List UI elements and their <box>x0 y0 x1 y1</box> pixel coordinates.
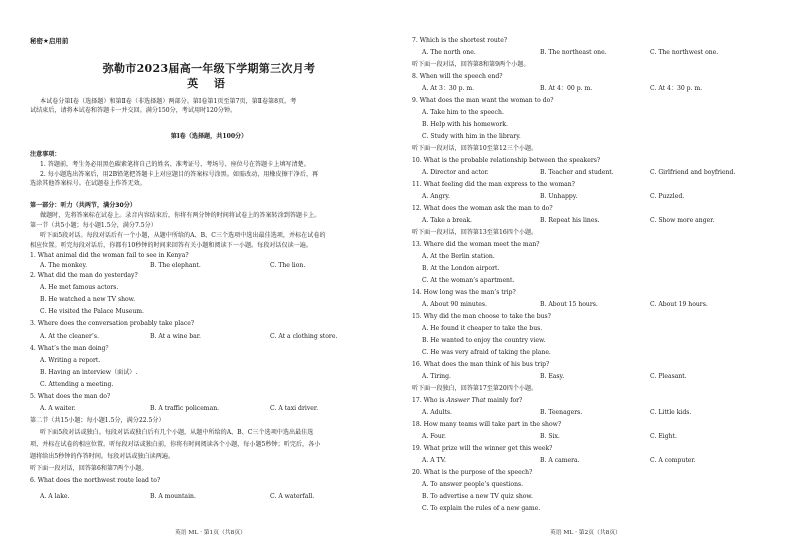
q2-option-c: C. He visited the Palace Museum. <box>40 308 144 315</box>
section1-desc: 做题时，先将答案标在试卷上。录音内容结束后，你将有两分钟的时间将试卷上的答案转涂到答题卡上。 <box>40 212 321 219</box>
q4-option-a: A. Writing a report. <box>40 357 101 364</box>
q17-suffix: mainly for? <box>485 397 523 404</box>
q19-option-a: A. A TV. <box>422 457 446 464</box>
sec2-desc-3: 题将给出5秒钟的作答时间。每段对话或独白读两遍。 <box>30 453 175 460</box>
sec1-title: 第一节（共5小题；每小题1.5分，满分7.5分） <box>30 222 157 229</box>
q19-option-c: C. A computer. <box>650 457 696 464</box>
q7-option-c: C. The northwest one. <box>650 49 719 56</box>
question-8: 8. When will the speech end? <box>412 73 503 80</box>
q12-option-a: A. Take a break. <box>422 217 472 224</box>
question-11: 11. What feeling did the man express to the woman? <box>412 181 575 188</box>
question-6: 6. What does the northwest route lead to? <box>30 477 161 484</box>
question-12: 12. What does the woman ask the man to do? <box>412 205 553 212</box>
q4-option-b: B. Having an interview（面试）. <box>40 369 138 376</box>
exam-subject: 英 语 <box>187 77 231 90</box>
q12-option-c: C. Show more anger. <box>650 217 715 224</box>
question-7: 7. Which is the shortest route? <box>412 37 508 44</box>
q13-option-c: C. At the woman’s apartment. <box>422 277 515 284</box>
q14-option-c: C. About 19 hours. <box>650 301 708 308</box>
q5-option-a: A. A waiter. <box>40 405 76 412</box>
q20-option-a: A. To answer people’s questions. <box>422 481 524 488</box>
question-15: 15. Why did the man choose to take the bus? <box>412 313 551 320</box>
q16-option-a: A. Tiring. <box>422 373 451 380</box>
q18-option-a: A. Four. <box>422 433 446 440</box>
intro-line-1: 本试卷分第Ⅰ卷（选择题）和第Ⅱ卷（非选择题）两部分。第Ⅰ卷第1页至第7页，第Ⅱ卷第8页。考 <box>40 98 297 105</box>
q15-option-a: A. He found it cheaper to take the bus. <box>422 325 543 332</box>
q11-option-a: A. Angry. <box>422 193 450 200</box>
right-column <box>412 0 772 544</box>
question-13: 13. Where did the woman meet the man? <box>412 241 540 248</box>
secret-label: 秘密★启用前 <box>30 37 69 45</box>
left-column <box>30 0 388 544</box>
q20-option-b: B. To advertise a new TV quiz show. <box>422 493 533 500</box>
notes-title: 注意事项： <box>30 151 61 158</box>
q17-option-c: C. Little kids. <box>650 409 692 416</box>
exam-title: 弥勒市2023届高一年级下学期第三次月考 <box>102 62 316 75</box>
section1-heading: 第一部分：听力（共两节，满分30分） <box>30 202 136 209</box>
question-16: 16. What does the man think of his bus trip? <box>412 361 550 368</box>
group-8-9: 听下面一段对话，回答第8和第9两个小题。 <box>412 61 530 68</box>
note-2-cont: 选涂其他答案标号。在试题卷上作答无效。 <box>30 180 146 187</box>
q3-option-a: A. At the cleaner’s. <box>40 333 99 340</box>
q10-option-b: B. Teacher and student. <box>540 169 614 176</box>
q15-option-c: C. He was very afraid of taking the plane. <box>422 349 551 356</box>
q17-option-a: A. Adults. <box>422 409 452 416</box>
q8-option-c: C. At 4：30 p. m. <box>650 85 703 92</box>
question-19: 19. What prize will the winner get this week? <box>412 445 553 452</box>
q6-option-b: B. A mountain. <box>150 493 196 500</box>
question-17 <box>412 397 522 405</box>
q12-option-b: B. Repeat his lines. <box>540 217 600 224</box>
group-6-7: 听下面一段对话，回答第6和第7两个小题。 <box>30 465 148 472</box>
q17-prefix: 17. Who is <box>412 397 447 404</box>
q17-option-b: B. Teenagers. <box>540 409 583 416</box>
q5-option-c: C. A taxi driver. <box>270 405 319 412</box>
q11-option-c: C. Puzzled. <box>650 193 685 200</box>
page-footer-right: 英语 ML · 第2页（共8页） <box>550 530 621 536</box>
q10-option-c: C. Girlfriend and boyfriend. <box>650 169 736 176</box>
question-2: 2. What did the man do yesterday? <box>30 272 138 279</box>
q19-option-b: B. A camera. <box>540 457 580 464</box>
group-13-16: 听下面一段对话，回答第13至第16四个小题。 <box>412 229 538 236</box>
question-14: 14. How long was the man’s trip? <box>412 289 516 296</box>
question-5: 5. What does the man do? <box>30 393 111 400</box>
q3-option-b: B. At a wine bar. <box>150 333 201 340</box>
q9-option-b: B. Help with his homework. <box>422 121 508 128</box>
q15-option-b: B. He wanted to enjoy the country view. <box>422 337 546 344</box>
q1-option-b: B. The elephant. <box>150 262 201 269</box>
intro-line-2: 试结束后，请将本试卷和答题卡一并交回。满分150分，考试用时120分钟。 <box>30 107 237 114</box>
sec2-desc-1: 听下面5段对话或独白。每段对话或独白后有几个小题，从题中所给的A、B、C三个选项中选出最佳选 <box>40 429 314 436</box>
sec2-title: 第二节（共15小题；每小题1.5分，满分22.5分） <box>30 417 165 424</box>
q2-option-a: A. He met famous actors. <box>40 284 119 291</box>
question-4: 4. What’s the man doing？ <box>30 345 112 352</box>
question-20: 20. What is the purpose of the speech? <box>412 469 533 476</box>
q6-option-c: C. A waterfall. <box>270 493 315 500</box>
q16-option-b: B. Easy. <box>540 373 565 380</box>
q7-option-b: B. The northeast one. <box>540 49 607 56</box>
q14-option-b: B. About 15 hours. <box>540 301 598 308</box>
q17-show-name: Answer That <box>446 397 486 404</box>
note-2: 2. 每小题选出答案后，用2B铅笔把答题卡上对应题目的答案标号涂黑。如需改动，用橡皮擦干净后，再 <box>40 171 319 178</box>
question-10: 10. What is the probable relationship between the speakers? <box>412 157 601 164</box>
q3-option-c: C. At a clothing store. <box>270 333 338 340</box>
question-1: 1. What animal did the woman fail to see in Kenya? <box>30 252 189 259</box>
q6-option-a: A. A lake. <box>40 493 70 500</box>
question-18: 18. How many teams will take part in the show? <box>412 421 562 428</box>
page-footer-left: 英语 ML · 第1页（共8页） <box>175 530 246 536</box>
q13-option-b: B. At the London airport. <box>422 265 500 272</box>
q18-option-b: B. Six. <box>540 433 560 440</box>
group-10-12: 听下面一段对话，回答第10至第12三个小题。 <box>412 145 538 152</box>
q4-option-c: C. Attending a meeting. <box>40 381 114 388</box>
q18-option-c: C. Eight. <box>650 433 677 440</box>
q8-option-b: B. At 4：00 p. m. <box>540 85 593 92</box>
group-17-20: 听下面一段独白，回答第17至第20四个小题。 <box>412 385 538 392</box>
q16-option-c: C. Pleasant. <box>650 373 687 380</box>
q1-option-c: C. The lion. <box>270 262 306 269</box>
q14-option-a: A. About 90 minutes. <box>422 301 487 308</box>
q8-option-a: A. At 3：30 p. m. <box>422 85 475 92</box>
sec1-desc-1: 听下面5段对话。每段对话后有一个小题，从题中所给的A、B、C三个选项中选出最佳选项，并标在试卷的 <box>40 232 326 239</box>
sec1-desc-2: 相应位置。听完每段对话后，你都有10秒钟的时间来回答有关小题和阅读下一小题。每段对话仅读一遍。 <box>30 242 312 249</box>
sec2-desc-2: 项，并标在试卷的相应位置。听每段对话或独白前，你将有时间阅读各个小题，每小题5秒钟；听完后，各小 <box>30 441 321 448</box>
q13-option-a: A. At the Berlin station. <box>422 253 495 260</box>
q2-option-b: B. He watched a new TV show. <box>40 296 136 303</box>
q9-option-c: C. Study with him in the library. <box>422 133 521 140</box>
question-9: 9. What does the man want the woman to do? <box>412 97 554 104</box>
q5-option-b: B. A traffic policeman. <box>150 405 220 412</box>
q1-option-a: A. The monkey. <box>40 262 88 269</box>
q10-option-a: A. Director and actor. <box>422 169 489 176</box>
q7-option-a: A. The north one. <box>422 49 476 56</box>
q20-option-c: C. To explain the rules of a new game. <box>422 505 541 512</box>
part1-title: 第Ⅰ卷（选择题，共100分） <box>170 133 248 140</box>
q9-option-a: A. Take him to the speech. <box>422 109 504 116</box>
question-3: 3. Where does the conversation probably take place? <box>30 320 195 327</box>
note-1: 1. 答题前，考生务必用黑色碳素笔将自己的姓名、准考证号、考场号、座位号在答题卡上填写清楚。 <box>40 161 310 168</box>
q11-option-b: B. Unhappy. <box>540 193 578 200</box>
